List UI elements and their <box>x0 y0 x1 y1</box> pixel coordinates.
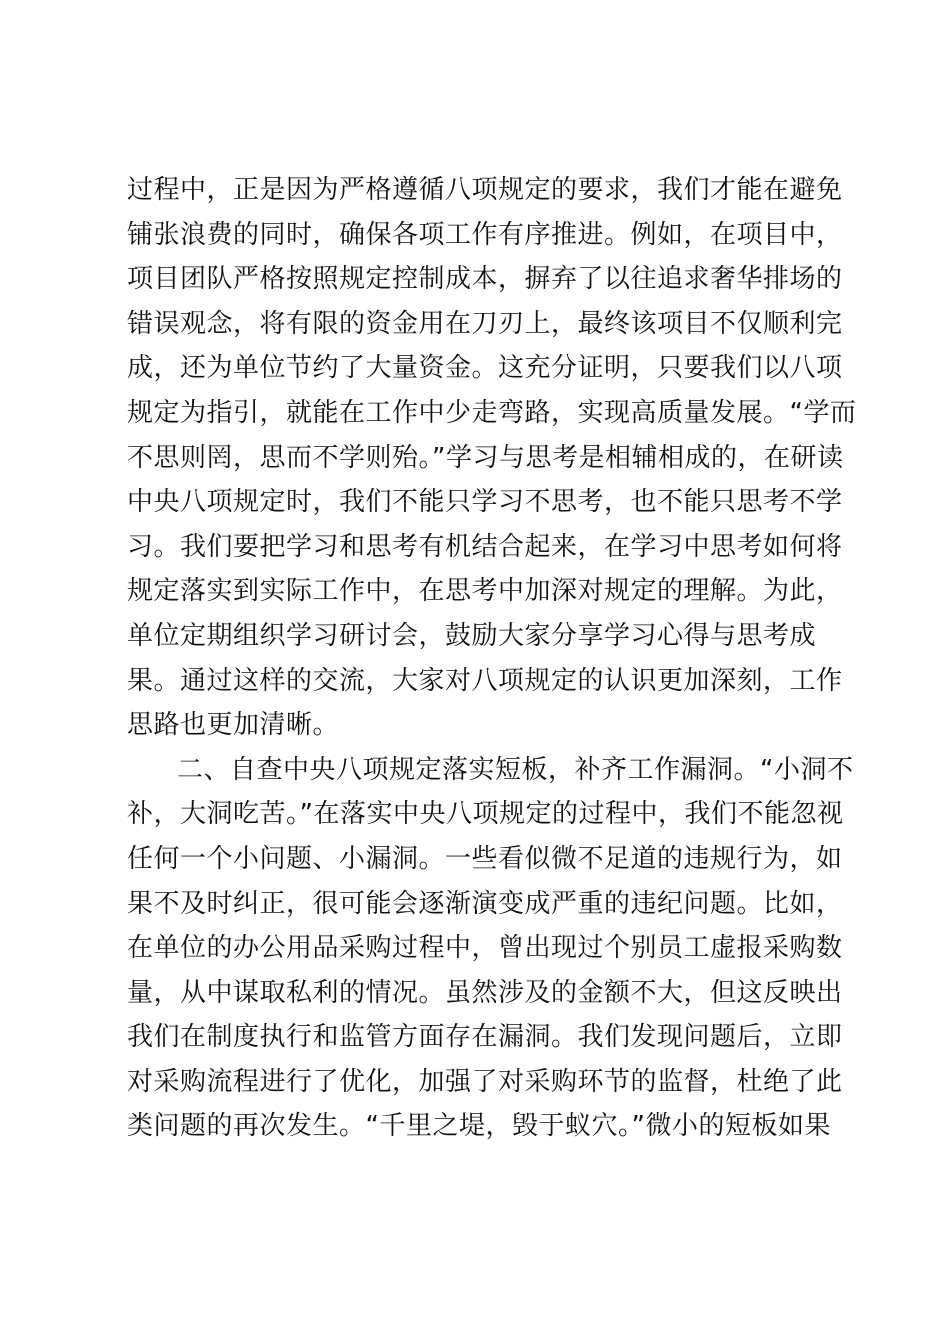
text-line: 单位定期组织学习研讨会，鼓励大家分享学习心得与思考成 <box>127 620 817 651</box>
text-line: 对采购流程进行了优化，加强了对采购环节的监督，杜绝了此 <box>127 1066 843 1097</box>
text-line: 我们在制度执行和监管方面存在漏洞。我们发现问题后，立即 <box>127 1022 843 1053</box>
text-line: 类问题的再次发生。“千里之堤，毁于蚁穴。”微小的短板如果 <box>127 1111 831 1142</box>
text-line: 任何一个小问题、小漏洞。一些看似微不足道的违规行为，如 <box>127 843 843 874</box>
text-line: 果不及时纠正，很可能会逐渐演变成严重的违纪问题。比如， <box>127 888 843 919</box>
text-line: 补，大洞吃苦。”在落实中央八项规定的过程中，我们不能忽视 <box>127 799 844 830</box>
text-line: 不思则罔，思而不学则殆。”学习与思考是相辅相成的，在研读 <box>127 442 844 473</box>
text-line: 思路也更加清晰。 <box>127 710 340 741</box>
document-body <box>127 168 857 1149</box>
text-line: 规定落实到实际工作中，在思考中加深对规定的理解。为此， <box>127 576 843 607</box>
text-line: 果。通过这样的交流，大家对八项规定的认识更加深刻，工作 <box>127 665 843 696</box>
text-line: 规定为指引，就能在工作中少走弯路，实现高质量发展。“学而 <box>127 397 857 428</box>
text-line: 习。我们要把学习和思考有机结合起来，在学习中思考如何将 <box>127 531 843 562</box>
text-line: 量，从中谋取私利的情况。虽然涉及的金额不大，但这反映出 <box>127 977 843 1008</box>
text-line: 铺张浪费的同时，确保各项工作有序推进。例如，在项目中， <box>127 219 843 250</box>
text-line: 在单位的办公用品采购过程中，曾出现过个别员工虚报采购数 <box>127 933 843 964</box>
text-line: 中央八项规定时，我们不能只学习不思考，也不能只思考不学 <box>127 487 843 518</box>
text-line: 项目团队严格按照规定控制成本，摒弃了以往追求奢华排场的 <box>127 264 843 295</box>
text-line: 过程中，正是因为严格遵循八项规定的要求，我们才能在避免 <box>127 175 843 205</box>
text-line: 错误观念，将有限的资金用在刀刃上，最终该项目不仅顺利完 <box>127 308 843 339</box>
section-heading-line: 二、自查中央八项规定落实短板，补齐工作漏洞。“小洞不 <box>177 754 854 785</box>
text-line: 成，还为单位节约了大量资金。这充分证明，只要我们以八项 <box>127 353 843 384</box>
